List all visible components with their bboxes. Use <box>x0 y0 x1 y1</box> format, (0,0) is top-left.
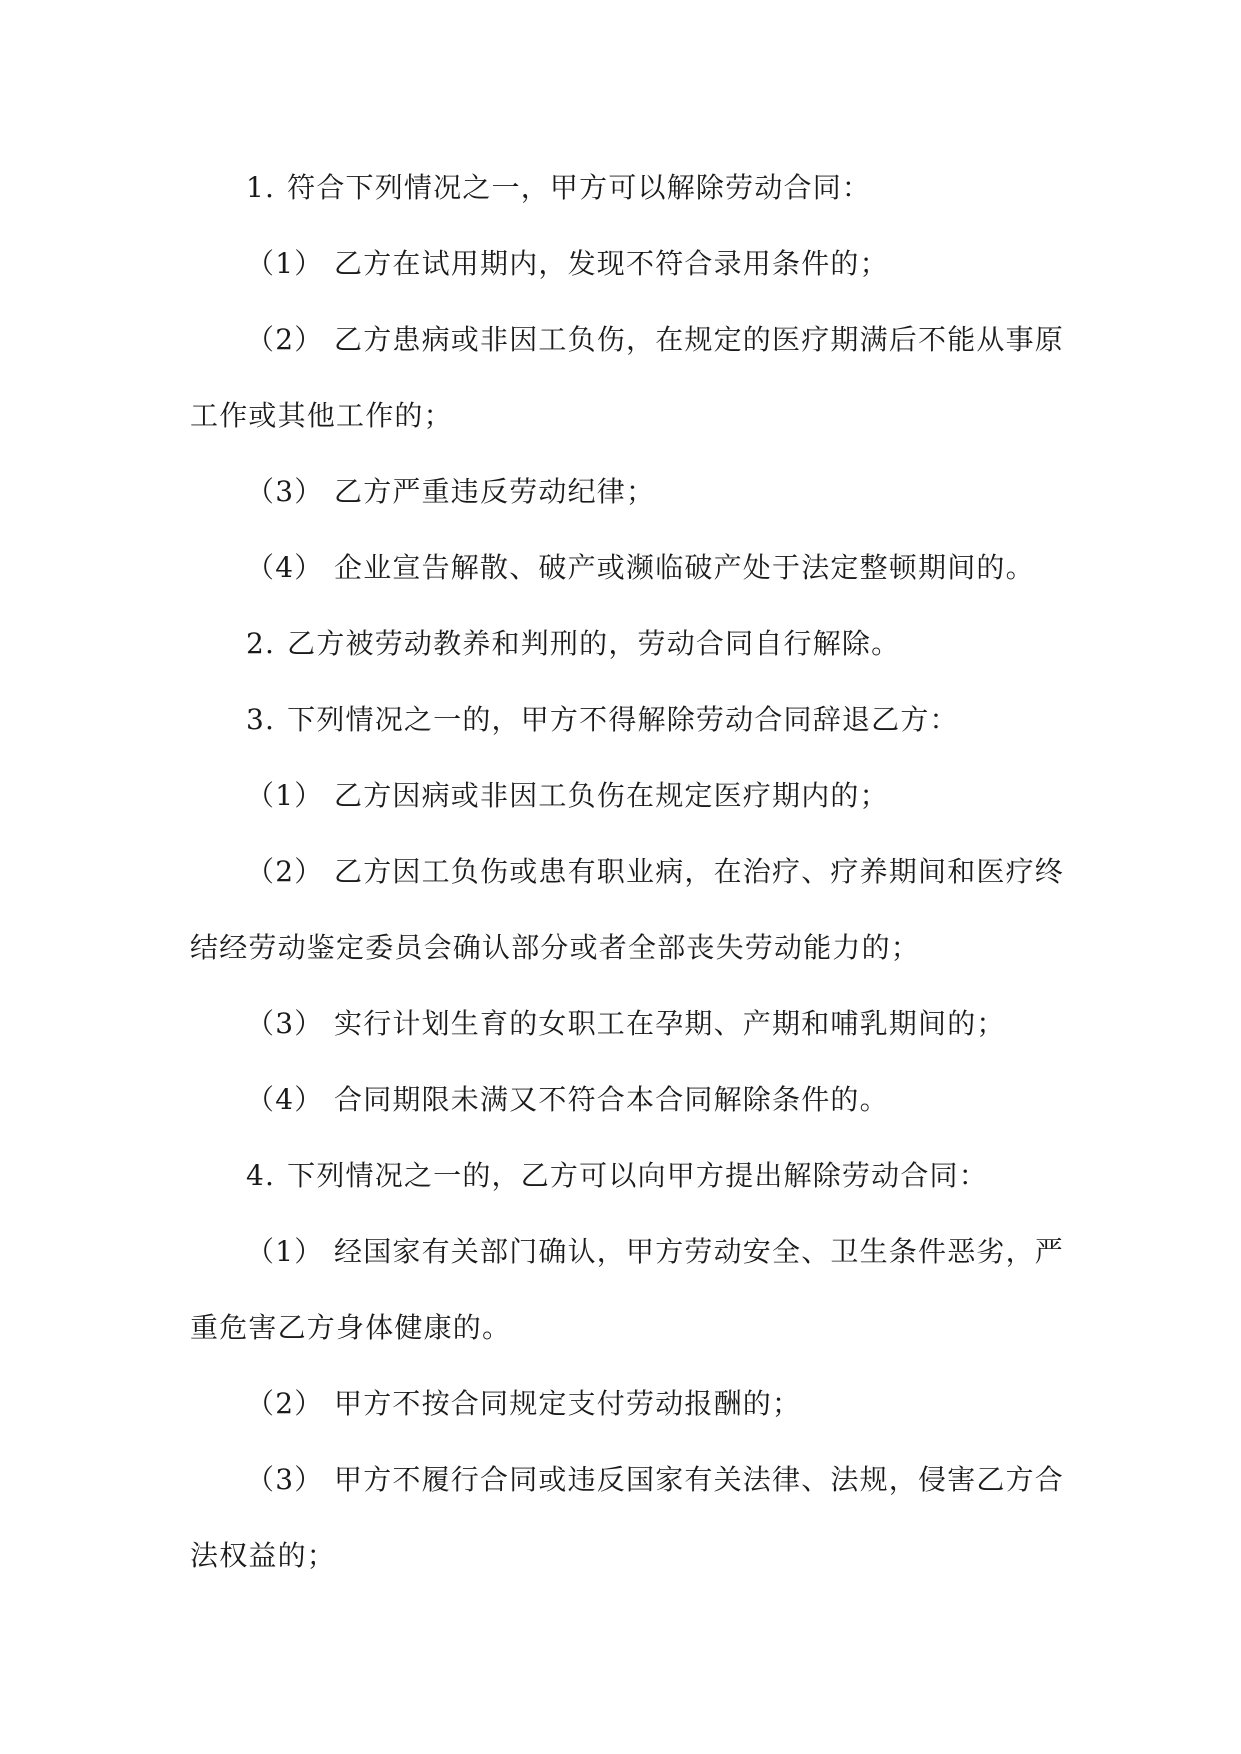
item-text: 企业宣告解散、破产或濒临破产处于法定整顿期间的。 <box>334 551 1035 584</box>
item-number: （1） <box>246 247 324 280</box>
clause-text: 下列情况之一的，乙方可以向甲方提出解除劳动合同： <box>287 1159 988 1192</box>
item-text: 甲方不履行合同或违反国家有关法律、法规，侵害乙方合 <box>334 1463 1065 1496</box>
item-number: （2） <box>246 855 324 888</box>
clause-text: 下列情况之一的，甲方不得解除劳动合同辞退乙方： <box>287 703 959 736</box>
clause-3 <box>190 682 1060 758</box>
item-text: 法权益的； <box>190 1539 337 1572</box>
clause-number: 2. <box>246 627 276 660</box>
item-number: （3） <box>246 1463 324 1496</box>
item-number: （2） <box>246 323 324 356</box>
item-text: 乙方在试用期内，发现不符合录用条件的； <box>334 247 889 280</box>
item-text: 乙方因病或非因工负伤在规定医疗期内的； <box>334 779 889 812</box>
clause-1-item-3 <box>190 454 1060 530</box>
item-text: 甲方不按合同规定支付劳动报酬的； <box>334 1387 802 1420</box>
item-text: 经国家有关部门确认，甲方劳动安全、卫生条件恶劣，严 <box>334 1235 1065 1268</box>
clause-3-item-4 <box>190 1062 1060 1138</box>
clause-1-item-2 <box>190 302 1065 378</box>
clause-4-item-1-continued <box>190 1290 1060 1366</box>
item-number: （4） <box>246 551 324 584</box>
clause-3-item-1 <box>190 758 1060 834</box>
clause-4-item-3-continued <box>190 1518 1060 1594</box>
document-body <box>190 150 1065 1594</box>
item-number: （4） <box>246 1083 324 1116</box>
clause-4-item-2 <box>190 1366 1060 1442</box>
clause-1-item-1 <box>190 226 1060 302</box>
clause-1-item-2-continued <box>190 378 1060 454</box>
clause-3-item-2 <box>190 834 1065 910</box>
clause-4-item-1 <box>190 1214 1065 1290</box>
clause-1 <box>190 150 1060 226</box>
item-number: （1） <box>246 779 324 812</box>
item-text: 乙方因工负伤或患有职业病，在治疗、疗养期间和医疗终 <box>334 855 1065 888</box>
item-text: 工作或其他工作的； <box>190 399 453 432</box>
clause-4 <box>190 1138 1060 1214</box>
clause-text: 符合下列情况之一，甲方可以解除劳动合同： <box>287 171 872 204</box>
clause-2 <box>190 606 1060 682</box>
clause-number: 4. <box>246 1159 276 1192</box>
clause-number: 3. <box>246 703 276 736</box>
clause-text: 乙方被劳动教养和判刑的，劳动合同自行解除。 <box>287 627 901 660</box>
clause-1-item-4 <box>190 530 1060 606</box>
clause-3-item-2-continued <box>190 910 1060 986</box>
item-text: 乙方严重违反劳动纪律； <box>334 475 656 508</box>
item-text: 实行计划生育的女职工在孕期、产期和哺乳期间的； <box>334 1007 1006 1040</box>
clause-3-item-3 <box>190 986 1060 1062</box>
item-text: 合同期限未满又不符合本合同解除条件的。 <box>334 1083 889 1116</box>
clause-number: 1. <box>246 171 276 204</box>
clause-4-item-3 <box>190 1442 1065 1518</box>
item-number: （2） <box>246 1387 324 1420</box>
item-number: （3） <box>246 1007 324 1040</box>
item-text: 结经劳动鉴定委员会确认部分或者全部丧失劳动能力的； <box>190 931 921 964</box>
item-number: （3） <box>246 475 324 508</box>
item-number: （1） <box>246 1235 324 1268</box>
item-text: 乙方患病或非因工负伤，在规定的医疗期满后不能从事原 <box>334 323 1065 356</box>
item-text: 重危害乙方身体健康的。 <box>190 1311 512 1344</box>
